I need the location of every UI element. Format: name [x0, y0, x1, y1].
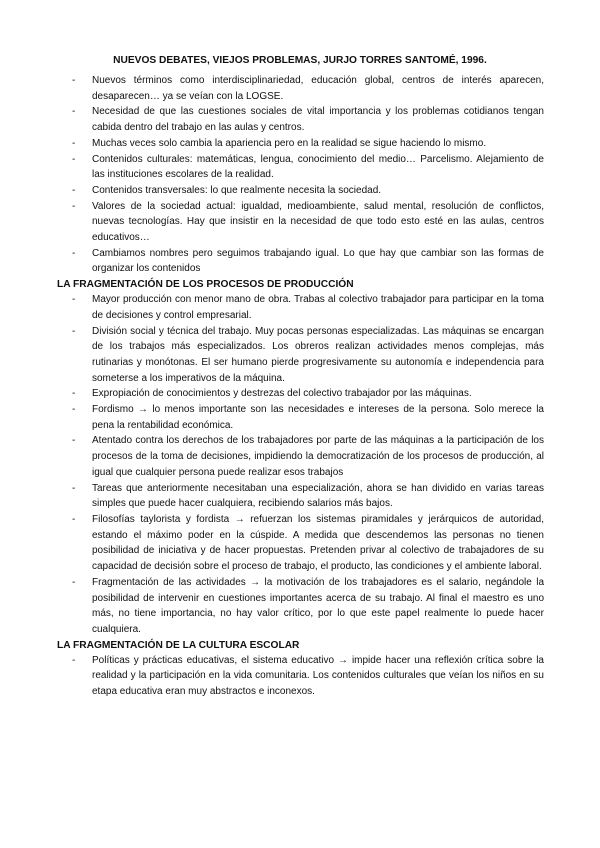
section-list [57, 653, 544, 700]
bullet-dash: - [72, 184, 76, 196]
bullet-dash: - [72, 75, 76, 86]
list-item [57, 136, 544, 152]
list-item-text: Políticas y prácticas educativas, el sistema educativo → impide hacer una reflexión crítica sobre la realidad y la participación en la vida comunitaria. Los contenidos culturales que veían los niños en su etapa educativa eran muy abstractos e inconexos. [92, 654, 544, 698]
section-heading: LA FRAGMENTACIÓN DE LA CULTURA ESCOLAR [57, 639, 300, 651]
bullet-dash: - [72, 294, 76, 306]
sections-container [57, 277, 544, 700]
list-item [57, 575, 544, 638]
bullet-dash: - [72, 654, 76, 666]
list-item [57, 433, 544, 480]
document-body [57, 73, 544, 700]
list-item-text: División social y técnica del trabajo. Muy pocas personas especializadas. Las máquinas se encargan de los trabajos más especializados. Los obreros realizan actividades menos complejas, más rutinarias y monótonas. El ser humano pierde progresivamente su autonomía e independencia para someterse a los imperativos de la máquina. [92, 325, 544, 384]
bullet-dash: - [72, 106, 76, 118]
list-item [57, 386, 544, 402]
list-item-text: Cambiamos nombres pero seguimos trabajando igual. Lo que hay que cambiar son las formas de organizar los contenidos [92, 247, 544, 275]
list-item [57, 152, 544, 183]
bullet-dash: - [72, 153, 76, 165]
list-item [57, 104, 544, 135]
list-item-text: Filosofías taylorista y fordista → refuerzan los sistemas piramidales y jerárquicos de autoridad, estando el máximo poder en la cúspide. A medida que descendemos las personas no tienen posibilidad de iniciativa y de hacer propuestas. Pretenden privar al colectivo de trabajadores de su capacidad de decisión sobre el proceso de trabajo, el producto, las condiciones y el ambiente laboral. [92, 513, 544, 573]
section-heading: LA FRAGMENTACIÓN DE LOS PROCESOS DE PRODUCCIÓN [57, 279, 354, 291]
list-item [57, 199, 544, 246]
bullet-dash: - [72, 435, 76, 447]
list-item-text: Nuevos términos como interdisciplinariedad, educación global, centros de interés aparecen, desaparecen… ya se veían con la LOGSE. [92, 75, 544, 102]
list-item-text: Fordismo → lo menos importante son las necesidades e intereses de la persona. Solo merece la pena la rentabilidad económica. [92, 404, 544, 431]
list-item-text: Contenidos transversales: lo que realmente necesita la sociedad. [92, 184, 382, 196]
list-item [57, 246, 544, 277]
intro-list [57, 73, 544, 277]
list-item [57, 324, 544, 387]
bullet-dash: - [72, 247, 76, 259]
list-item-text: Fragmentación de las actividades → la motivación de los trabajadores es el salario, negándole la posibilidad de intervenir en cuestiones importantes acerca de su trabajo. Al final el maestro es uno más, no tiene importancia, no hay valor crítico, por lo que este papel realmente lo puede hacer cualquiera. [92, 576, 544, 635]
section-list [57, 292, 544, 637]
bullet-dash: - [72, 576, 76, 588]
list-item-text: Valores de la sociedad actual: igualdad, medioambiente, salud mental, resolución de conflictos, nuevas tecnologías. Hay que insistir en la necesidad de que todo esto esté en las aulas, centros educativos… [92, 200, 544, 244]
list-item-text: Necesidad de que las cuestiones sociales de vital importancia y los problemas cotidianos tengan cabida dentro del trabajo en las aulas y centros. [92, 106, 544, 134]
list-item-text: Expropiación de conocimientos y destrezas del colectivo trabajador por las máquinas. [92, 388, 472, 400]
list-item-text: Tareas que anteriormente necesitaban una especialización, ahora se han dividido en varias tareas simples que puede hacer cualquiera, recibiendo salarios más bajos. [92, 482, 544, 510]
list-item [57, 73, 544, 104]
bullet-dash: - [72, 513, 76, 525]
list-item [57, 653, 544, 700]
section [57, 638, 544, 700]
bullet-dash: - [72, 404, 76, 416]
list-item [57, 292, 544, 323]
list-item [57, 183, 544, 199]
section [57, 277, 544, 637]
bullet-dash: - [72, 200, 76, 212]
list-item [57, 402, 544, 433]
bullet-dash: - [72, 482, 76, 494]
bullet-dash: - [72, 325, 76, 337]
list-item-text: Contenidos culturales: matemáticas, lengua, conocimiento del medio… Parcelismo. Alejamiento de las instituciones escolares de la realidad. [92, 153, 544, 181]
list-item [57, 512, 544, 575]
document-title: NUEVOS DEBATES, VIEJOS PROBLEMAS, JURJO TORRES SANTOMÉ, 1996. [113, 55, 487, 66]
bullet-dash: - [72, 388, 76, 400]
list-item-text: Atentado contra los derechos de los trabajadores por parte de las máquinas a la participación de los procesos de la toma de decisiones, impidiendo la democratización de los procesos de producción, al igual que cualquier persona puede realizar esos trabajos [92, 435, 544, 478]
list-item-text: Muchas veces solo cambia la apariencia pero en la realidad se sigue haciendo lo mismo. [92, 137, 487, 149]
bullet-dash: - [72, 137, 76, 149]
list-item-text: Mayor producción con menor mano de obra. Trabas al colectivo trabajador para participar en la toma de decisiones y control empresarial. [92, 294, 544, 321]
list-item [57, 481, 544, 512]
